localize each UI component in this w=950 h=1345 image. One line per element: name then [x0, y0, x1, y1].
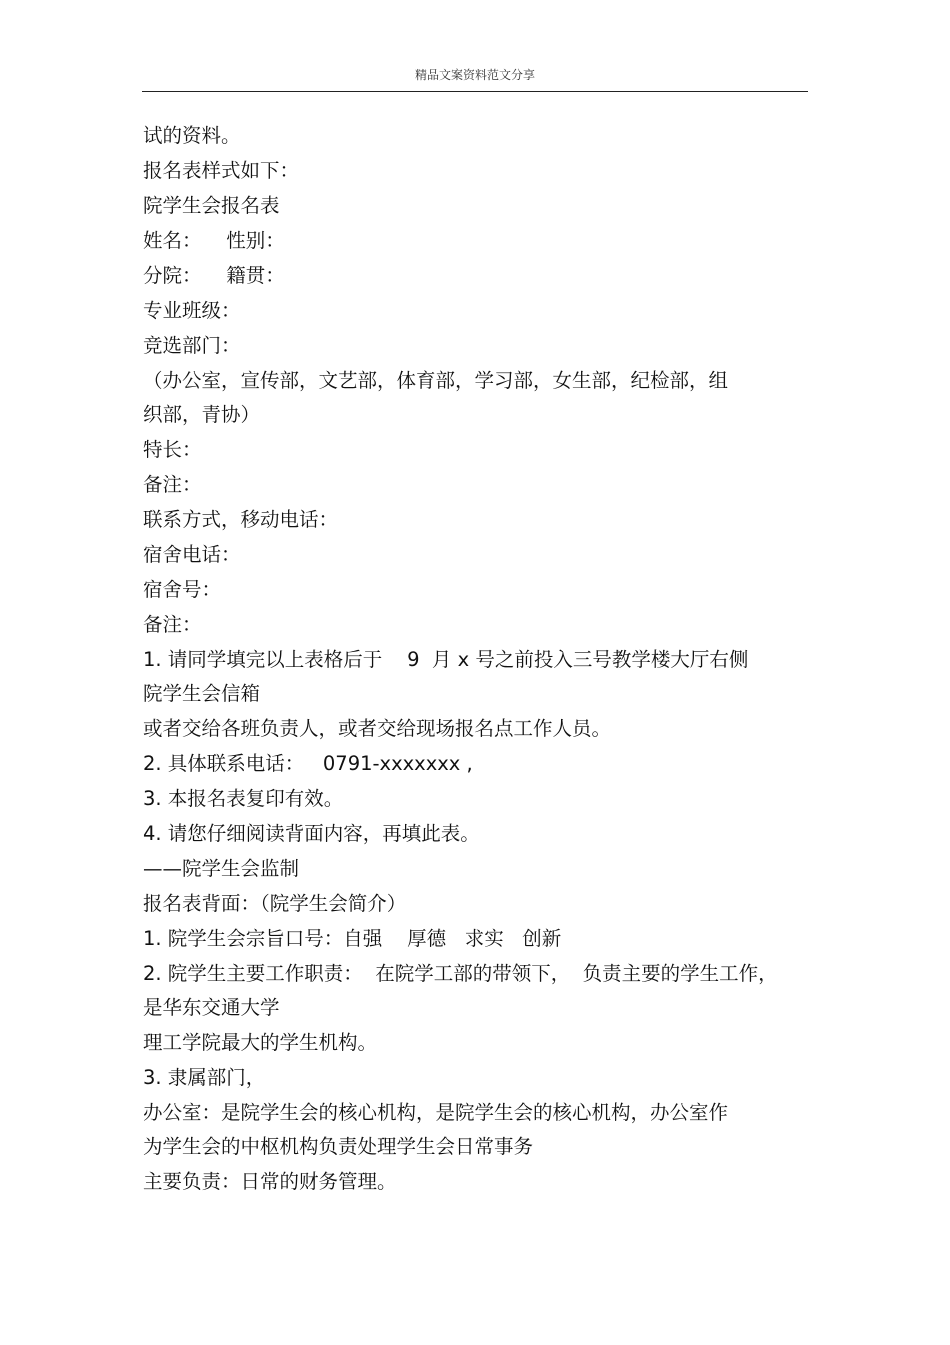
text-line: 姓名： 性别：: [143, 229, 285, 252]
text-line: 院学生会信箱: [143, 682, 261, 705]
text-line: 织部，青协）: [143, 403, 261, 426]
text-line: 报名表样式如下：: [143, 159, 300, 182]
text-line: 1. 请同学填完以上表格后于 9 月 x 号之前投入三号教学楼大厅右侧: [143, 648, 749, 671]
header-title: 精品文案资料范文分享: [414, 68, 535, 82]
text-line: 试的资料。: [143, 124, 241, 147]
text-line: 为学生会的中枢机构负责处理学生会日常事务: [143, 1135, 534, 1158]
text-line: 是华东交通大学: [143, 996, 280, 1019]
text-line: 4. 请您仔细阅读背面内容，再填此表。: [143, 822, 480, 845]
text-line: 联系方式，移动电话：: [143, 508, 339, 531]
page-header: [142, 64, 808, 92]
text-line: 专业班级：: [143, 299, 241, 322]
text-line: 竞选部门：: [143, 334, 241, 357]
text-line: 备注：: [143, 473, 202, 496]
text-line: 主要负责：日常的财务管理。: [143, 1170, 397, 1193]
text-line: 办公室：是院学生会的核心机构，是院学生会的核心机构，办公室作: [143, 1101, 729, 1124]
text-line: 或者交给各班负责人，或者交给现场报名点工作人员。: [143, 717, 612, 740]
text-line: 2. 具体联系电话： 0791-xxxxxxx ,: [143, 752, 473, 775]
text-line: 特长：: [143, 438, 202, 461]
text-line: 理工学院最大的学生机构。: [143, 1031, 378, 1054]
text-line: 宿舍电话：: [143, 543, 241, 566]
text-line: 1. 院学生会宗旨口号：自强 厚德 求实 创新: [143, 927, 562, 950]
text-line: 分院： 籍贯：: [143, 264, 285, 287]
text-line: 2. 院学生主要工作职责： 在院学工部的带领下， 负责主要的学生工作，: [143, 962, 778, 985]
text-line: 备注：: [143, 613, 202, 636]
text-line: ——院学生会监制: [143, 857, 300, 880]
document-body: [143, 118, 793, 1199]
text-line: 院学生会报名表: [143, 194, 280, 217]
text-line: 宿舍号：: [143, 578, 222, 601]
text-line: （办公室，宣传部，文艺部，体育部，学习部，女生部，纪检部，组: [143, 369, 729, 392]
text-line: 3. 隶属部门，: [143, 1066, 266, 1089]
text-line: 3. 本报名表复印有效。: [143, 787, 344, 810]
text-line: 报名表背面：（院学生会简介）: [143, 892, 407, 915]
